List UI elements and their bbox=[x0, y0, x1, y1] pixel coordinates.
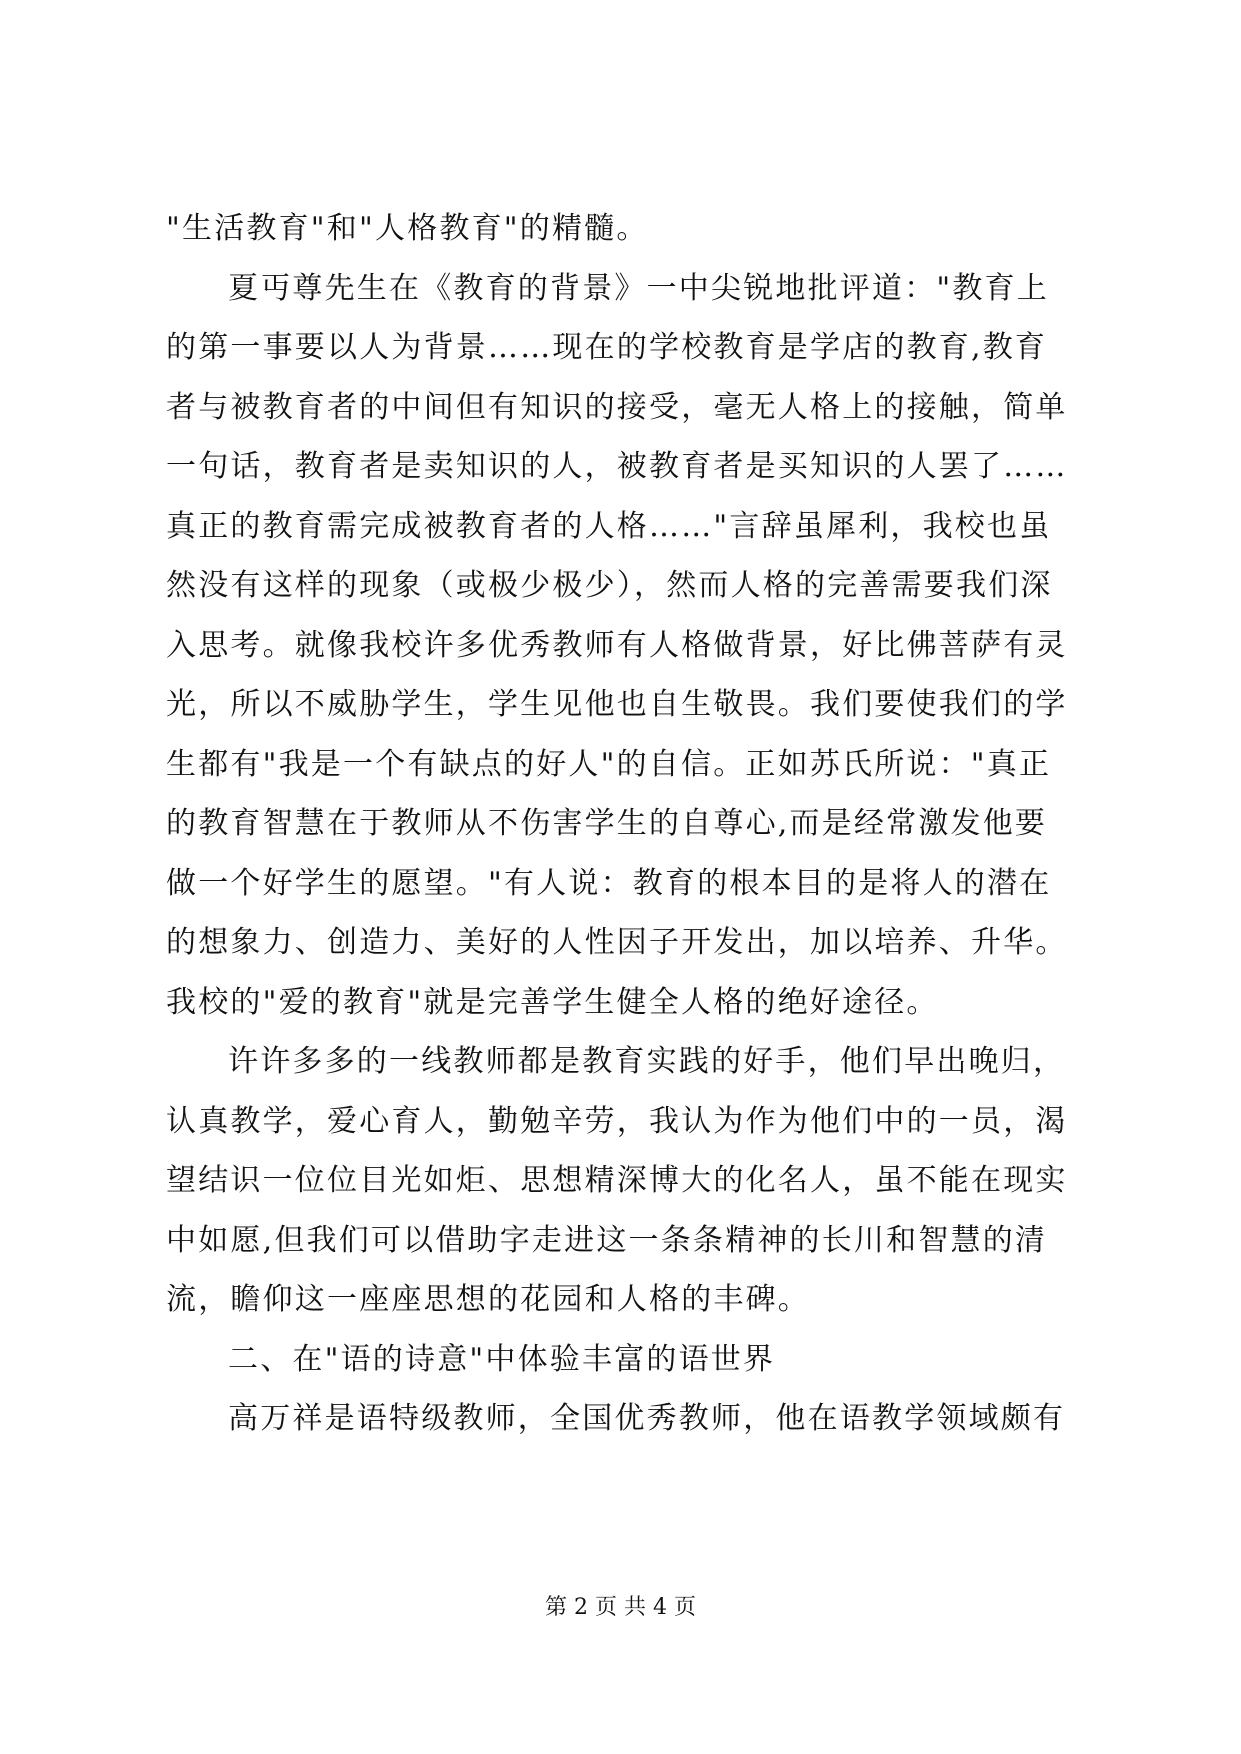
text-line: 然没有这样的现象（或极少极少），然而人格的完善需要我们深 bbox=[166, 568, 1053, 603]
text-line: 中如愿,但我们可以借助字走进这一条条精神的长川和智慧的清 bbox=[166, 1222, 1048, 1258]
text-line: 许许多多的一线教师都是教育实践的好手，他们早出晚归， bbox=[228, 1044, 1066, 1079]
text-line: 的想象力、创造力、美好的人性因子开发出，加以培养、升华。 bbox=[166, 925, 1068, 960]
text-line: 望结识一位位目光如炬、思想精深博大的化名人，虽不能在现实 bbox=[166, 1163, 1068, 1198]
page-footer: 第 2 页 共 4 页 bbox=[545, 1595, 696, 1620]
text-line: 高万祥是语特级教师，全国优秀教师，他在语教学领域颇有 bbox=[228, 1401, 1066, 1436]
text-line: 真正的教育需完成被教育者的人格……"言辞虽犀利，我校也虽 bbox=[166, 508, 1052, 544]
text-line: 夏丏尊先生在《教育的背景》一中尖锐地批评道："教育上 bbox=[228, 270, 1049, 306]
text-line: 我校的"爱的教育"就是完善学生健全人格的绝好途径。 bbox=[166, 984, 939, 1020]
text-line: "生活教育"和"人格教育"的精髓。 bbox=[166, 211, 649, 246]
text-line: 二、在"语的诗意"中体验丰富的语世界 bbox=[228, 1341, 776, 1377]
text-line: 的教育智慧在于教师从不伤害学生的自尊心,而是经常激发他要 bbox=[166, 806, 1048, 841]
text-line: 入思考。就像我校许多优秀教师有人格做背景，好比佛菩萨有灵 bbox=[166, 627, 1068, 663]
text-line: 一句话，教育者是卖知识的人，被教育者是买知识的人罢了…… bbox=[166, 449, 1068, 484]
text-line: 生都有"我是一个有缺点的好人"的自信。正如苏氏所说："真正 bbox=[166, 746, 1052, 782]
text-line: 者与被教育者的中间但有知识的接受，毫无人格上的接触，简单 bbox=[166, 389, 1068, 425]
text-line: 光，所以不威胁学生，学生见他也自生敬畏。我们要使我们的学 bbox=[166, 687, 1068, 722]
body-text bbox=[166, 199, 1086, 1449]
text-line: 流，瞻仰这一座座思想的花园和人格的丰碑。 bbox=[166, 1282, 810, 1317]
text-line: 的第一事要以人为背景……现在的学校教育是学店的教育,教育 bbox=[166, 330, 1048, 365]
text-line: 认真教学，爱心育人，勤勉辛劳，我认为作为他们中的一员，渴 bbox=[166, 1103, 1068, 1139]
text-line: 做一个好学生的愿望。"有人说：教育的根本目的是将人的潜在 bbox=[166, 865, 1052, 901]
